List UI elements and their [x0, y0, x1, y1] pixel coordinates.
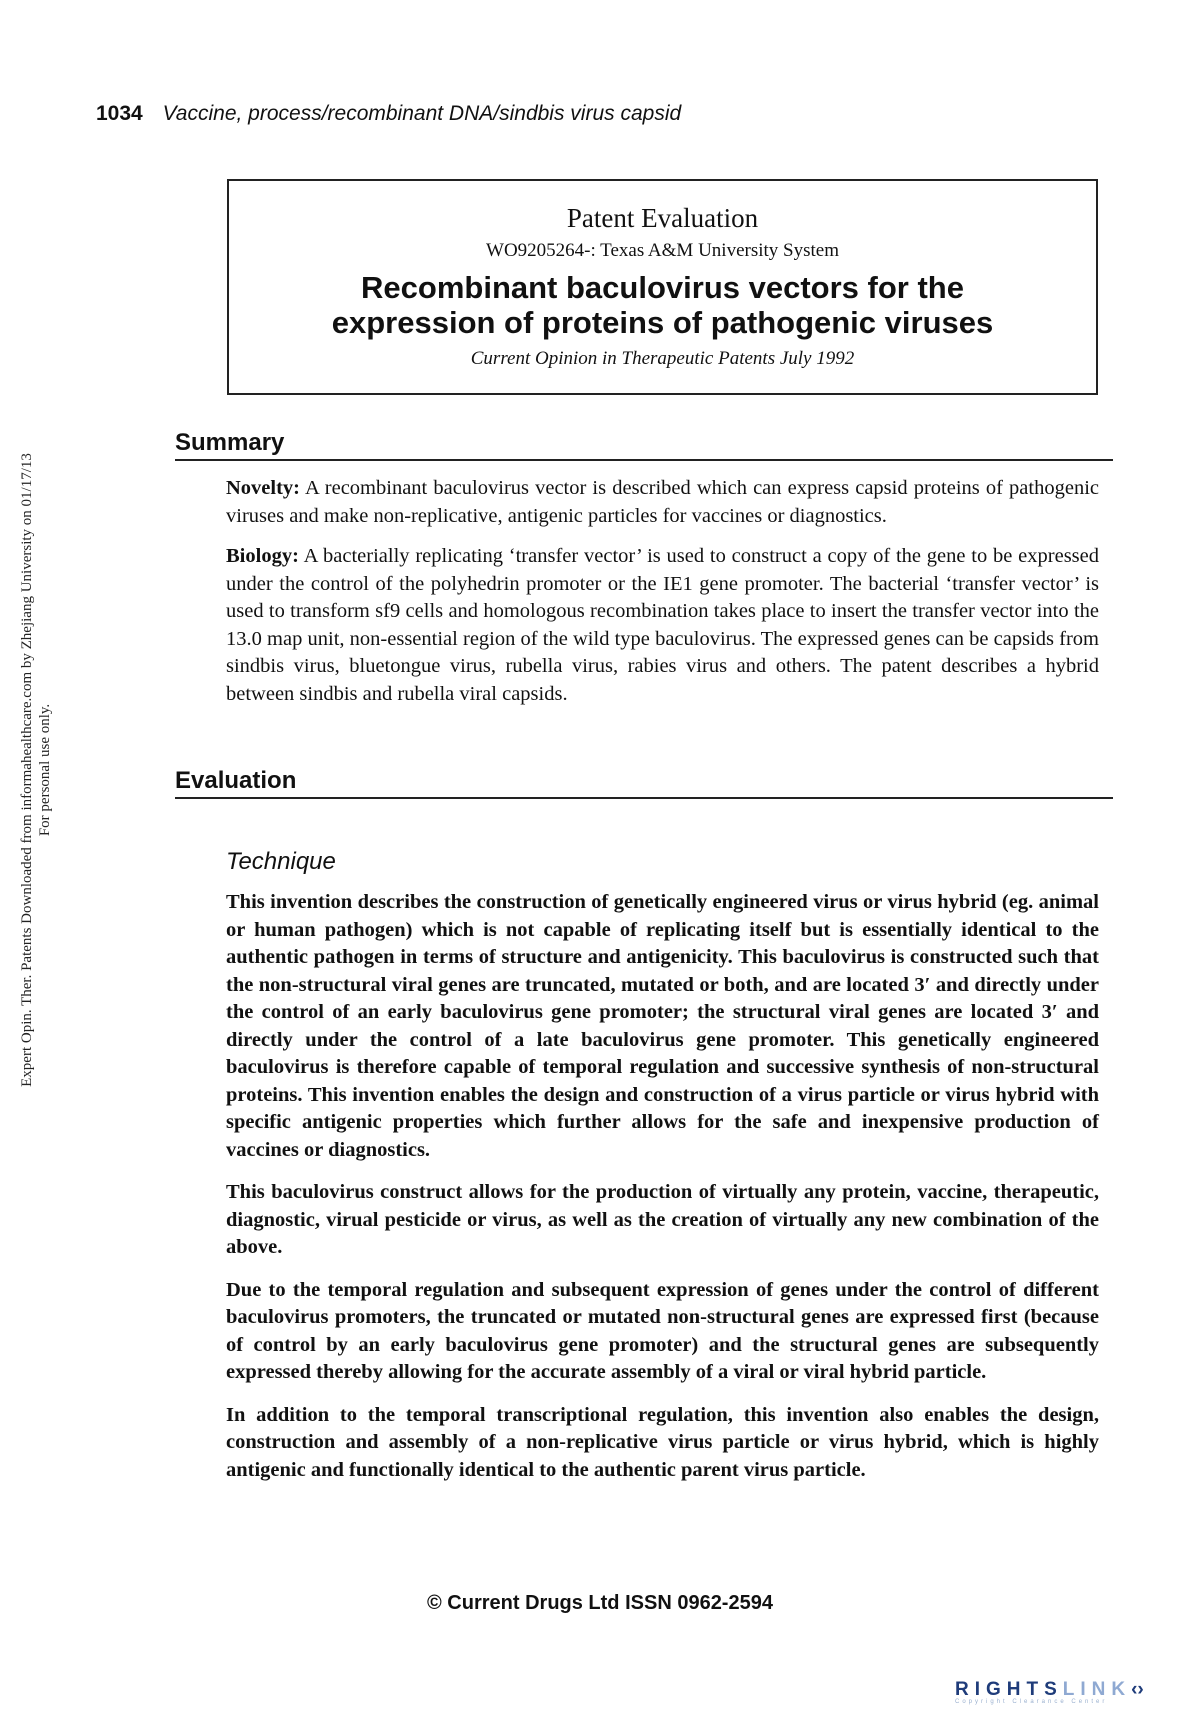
- biology-paragraph: [226, 543, 1099, 708]
- copyright-footer: © Current Drugs Ltd ISSN 0962-2594: [427, 1592, 773, 1614]
- summary-body: [226, 475, 1099, 721]
- margin-note-line1: Expert Opin. Ther. Patents Downloaded from informahealthcare.com by Zhejiang University on 01/17/13: [19, 453, 35, 1087]
- summary-heading: Summary: [175, 429, 1113, 461]
- evaluation-paragraph: This invention describes the construction of genetically engineered virus or virus hybrid (eg. animal or human pathogen) which is not capable of replicating itself but is essentially identical to the authentic pathogen in terms of structure and antigenicity. This baculovirus is constructed such that the non-structural viral genes are truncated, mutated or both, and are located 3′ and directly under the control of an early baculovirus gene promoter; the structural viral genes are located 3′ and directly under the control of a late baculovirus gene promoter. This genetically engineered baculovirus is therefore capable of temporal regulation and successive synthesis of non-structural proteins. This invention enables the design and construction of a virus particle or virus hybrid with specific antigenic properties which further allows for the safe and inexpensive production of vaccines or diagnostics.: [226, 891, 1099, 1161]
- rightslink-tagline: Copyright Clearance Center: [955, 1699, 1108, 1705]
- patent-evaluation-box: [227, 179, 1098, 395]
- novelty-paragraph: [226, 475, 1099, 530]
- evaluation-body: [226, 889, 1099, 1499]
- evaluation-heading: Evaluation: [175, 767, 1113, 799]
- rightslink-arrow-icon: ‹›: [1131, 1679, 1144, 1700]
- novelty-text: A recombinant baculovirus vector is described which can express capsid proteins of pathogenic viruses and make non-replicative, antigenic particles for vaccines or diagnostics.: [226, 477, 1099, 527]
- download-margin-note: [18, 400, 54, 1140]
- rightslink-rights: RIGHTS: [955, 1679, 1063, 1700]
- page-number: 1034: [96, 102, 143, 125]
- evaluation-paragraph: In addition to the temporal transcriptional regulation, this invention also enables the design, construction and assembly of a non-replicative virus particle or virus hybrid, which is highly antigenic and functionally identical to the authentic parent virus particle.: [226, 1403, 1099, 1481]
- margin-note-line2: For personal use only.: [37, 703, 53, 837]
- technique-subheading: Technique: [226, 848, 336, 875]
- patent-title: Recombinant baculovirus vectors for the expression of proteins of pathogenic viruses: [331, 270, 994, 340]
- rightslink-link: LINK: [1062, 1679, 1132, 1700]
- journal-source: Current Opinion in Therapeutic Patents July 1992: [470, 348, 855, 369]
- patent-info: WO9205264-: Texas A&M University System: [486, 240, 839, 261]
- novelty-label: Novelty:: [226, 477, 301, 499]
- evaluation-paragraph: Due to the temporal regulation and subsequent expression of genes under the control of different baculovirus promoters, the truncated or mutated non-structural genes are expressed first (because of control by an early baculovirus gene promoter) and the structural genes are subsequently expressed thereby allowing for the accurate assembly of a viral or viral hybrid particle.: [226, 1278, 1099, 1383]
- biology-text: A bacterially replicating ‘transfer vector’ is used to construct a copy of the gene to be expressed under the control of the polyhedrin promoter or the IE1 gene promoter. The bacterial ‘transfer vector’ is used to transform sf9 cells and homologous recombination takes place to insert the transfer vector into the 13.0 map unit, non-essential region of the wild type baculovirus. The expressed genes can be capsids from sindbis virus, bluetongue virus, rubella virus, rabies virus and others. The patent describes a hybrid between sindbis and rubella viral capsids.: [226, 545, 1100, 705]
- box-heading: Patent Evaluation: [566, 203, 759, 233]
- rightslink-logo[interactable]: [955, 1679, 1144, 1705]
- running-title: Vaccine, process/recombinant DNA/sindbis virus capsid: [162, 102, 682, 125]
- evaluation-paragraph: This baculovirus construct allows for the production of virtually any protein, vaccine, therapeutic, diagnostic, virual pesticide or virus, as well as the creation of virtually any new combination of the above.: [226, 1181, 1099, 1258]
- running-head: [96, 102, 681, 126]
- biology-label: Biology:: [226, 545, 299, 567]
